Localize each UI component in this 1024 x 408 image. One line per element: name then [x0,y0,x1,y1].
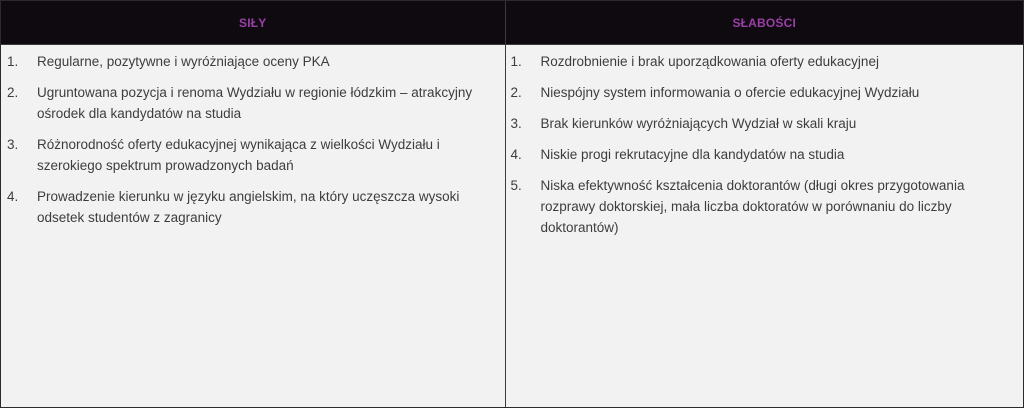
strengths-list [1,51,505,228]
item-text: Ugruntowana pozycja i renoma Wydziału w regionie łódzkim – atrakcyjny ośrodek dla kandydatów na studia [37,85,473,121]
list-item [1,134,505,176]
weaknesses-cell [506,45,1024,407]
item-number: 1. [510,54,522,69]
item-text: Brak kierunków wyróżniających Wydział w skali kraju [540,116,857,131]
strengths-header: SIŁY [239,15,267,30]
list-item [506,82,1024,103]
list-item [506,113,1024,134]
weaknesses-list [506,51,1024,238]
table-body-row [1,45,1023,407]
item-number: 2. [7,85,19,100]
item-text: Prowadzenie kierunku w języku angielskim, na który uczęszcza wysoki odsetek studentów z zagranicy [37,189,460,225]
weaknesses-header: SŁABOŚCI [732,15,797,30]
item-text: Niskie progi rekrutacyjne dla kandydatów na studia [540,147,845,162]
item-text: Regularne, pozytywne i wyróżniające oceny PKA [37,54,330,69]
list-item [506,175,1024,238]
strengths-cell [1,45,505,407]
item-text: Rozdrobnienie i brak uporządkowania oferty edukacyjnej [540,54,879,69]
item-text: Niska efektywność kształcenia doktorantów (długi okres przygotowania rozprawy doktorskiej, mała liczba doktoratów w porównaniu do liczby doktorantów) [540,178,965,235]
item-number: 3. [510,116,522,131]
item-number: 1. [7,54,19,69]
item-number: 4. [510,147,522,162]
item-number: 3. [7,137,19,152]
item-number: 5. [510,178,522,193]
list-item [506,144,1024,165]
list-item [1,186,505,228]
list-item [1,82,505,124]
list-item [506,51,1024,72]
list-item [1,51,505,72]
table-header-row [1,1,1023,45]
item-number: 2. [510,85,522,100]
item-number: 4. [7,189,19,204]
item-text: Niespójny system informowania o ofercie edukacyjnej Wydziału [540,85,920,100]
item-text: Różnorodność oferty edukacyjnej wynikająca z wielkości Wydziału i szerokiego spektrum prowadzonych badań [37,137,440,173]
